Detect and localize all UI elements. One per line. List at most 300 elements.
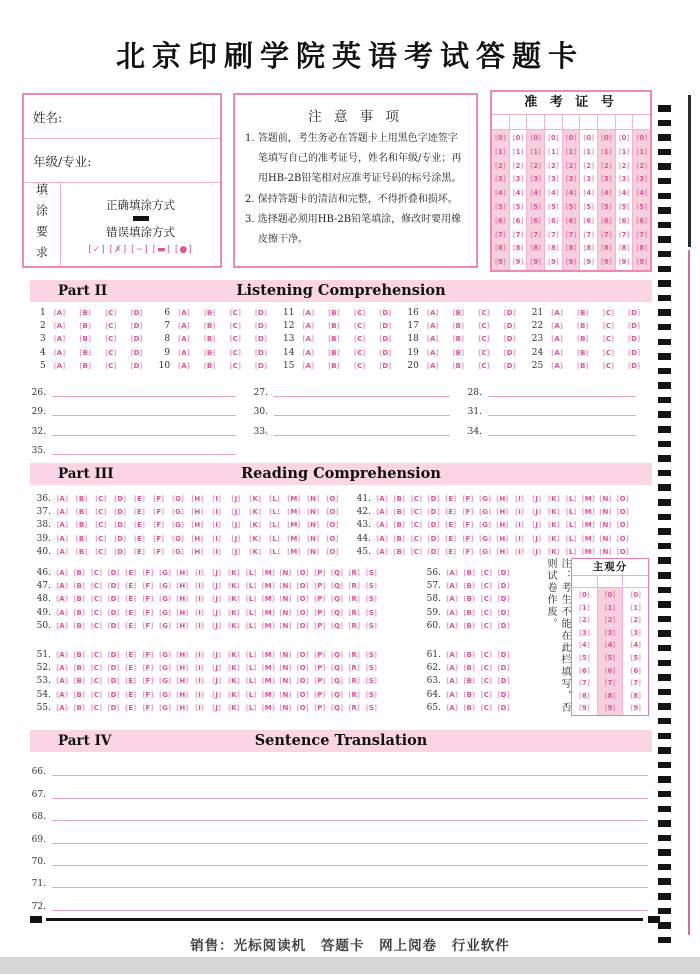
option-bubble-B[interactable]: [ B ] xyxy=(326,361,342,371)
option-bubble-B[interactable]: [ B ] xyxy=(72,621,86,631)
option-bubble-K[interactable]: [ K ] xyxy=(227,703,241,713)
option-bubble-D[interactable]: [ D ] xyxy=(497,594,511,604)
option-bubble-H[interactable]: [ H ] xyxy=(495,520,509,530)
option-bubble-N[interactable]: [ N ] xyxy=(278,608,292,618)
digit-bubble-9[interactable]: [ 9 ] xyxy=(598,702,623,715)
digit-bubble-5[interactable]: [ 5 ] xyxy=(598,201,615,215)
option-bubble-I[interactable]: [ I ] xyxy=(193,676,207,686)
digit-bubble-9[interactable]: [ 9 ] xyxy=(492,256,509,270)
option-bubble-H[interactable]: [ H ] xyxy=(190,547,205,557)
digit-bubble-7[interactable]: [ 7 ] xyxy=(545,229,562,243)
digit-bubble-2[interactable]: [ 2 ] xyxy=(633,160,650,174)
option-bubble-D[interactable]: [ D ] xyxy=(107,568,121,578)
option-bubble-E[interactable]: [ E ] xyxy=(444,494,458,504)
option-bubble-N[interactable]: [ N ] xyxy=(278,690,292,700)
option-bubble-H[interactable]: [ H ] xyxy=(175,663,189,673)
option-bubble-J[interactable]: [ J ] xyxy=(530,507,544,517)
option-bubble-O[interactable]: [ O ] xyxy=(616,494,630,504)
option-bubble-I[interactable]: [ I ] xyxy=(209,520,224,530)
option-bubble-A[interactable]: [ A ] xyxy=(445,690,459,700)
option-bubble-R[interactable]: [ R ] xyxy=(347,621,361,631)
digit-bubble-4[interactable]: [ 4 ] xyxy=(616,187,633,201)
option-bubble-K[interactable]: [ K ] xyxy=(248,547,263,557)
option-bubble-G[interactable]: [ G ] xyxy=(158,581,172,591)
option-bubble-L[interactable]: [ L ] xyxy=(244,581,258,591)
option-bubble-E[interactable]: [ E ] xyxy=(124,690,138,700)
option-bubble-I[interactable]: [ I ] xyxy=(193,581,207,591)
option-bubble-I[interactable]: [ I ] xyxy=(193,703,207,713)
option-bubble-A[interactable]: [ A ] xyxy=(445,703,459,713)
option-bubble-E[interactable]: [ E ] xyxy=(124,568,138,578)
digit-bubble-3[interactable]: [ 3 ] xyxy=(598,627,623,640)
option-bubble-D[interactable]: [ D ] xyxy=(253,308,269,318)
option-bubble-B[interactable]: [ B ] xyxy=(72,676,86,686)
option-bubble-B[interactable]: [ B ] xyxy=(462,581,476,591)
option-bubble-B[interactable]: [ B ] xyxy=(72,581,86,591)
option-bubble-A[interactable]: [ A ] xyxy=(52,308,68,318)
option-bubble-J[interactable]: [ J ] xyxy=(210,663,224,673)
option-bubble-H[interactable]: [ H ] xyxy=(175,703,189,713)
digit-bubble-4[interactable]: [ 4 ] xyxy=(510,187,527,201)
option-bubble-D[interactable]: [ D ] xyxy=(377,321,393,331)
option-bubble-C[interactable]: [ C ] xyxy=(476,308,492,318)
option-bubble-F[interactable]: [ F ] xyxy=(151,547,166,557)
option-bubble-A[interactable]: [ A ] xyxy=(549,321,565,331)
digit-bubble-7[interactable]: [ 7 ] xyxy=(623,677,648,690)
option-bubble-G[interactable]: [ G ] xyxy=(158,650,172,660)
digit-bubble-9[interactable]: [ 9 ] xyxy=(563,256,580,270)
answer-line[interactable] xyxy=(52,386,236,397)
option-bubble-F[interactable]: [ F ] xyxy=(141,608,155,618)
option-bubble-C[interactable]: [ C ] xyxy=(601,361,617,371)
option-bubble-O[interactable]: [ O ] xyxy=(325,547,340,557)
option-bubble-N[interactable]: [ N ] xyxy=(278,676,292,686)
option-bubble-K[interactable]: [ K ] xyxy=(227,594,241,604)
digit-bubble-0[interactable]: [ 0 ] xyxy=(510,132,527,146)
option-bubble-C[interactable]: [ C ] xyxy=(89,568,103,578)
digit-bubble-3[interactable]: [ 3 ] xyxy=(616,173,633,187)
option-bubble-R[interactable]: [ R ] xyxy=(347,568,361,578)
option-bubble-A[interactable]: [ A ] xyxy=(445,621,459,631)
option-bubble-Q[interactable]: [ Q ] xyxy=(330,690,344,700)
digit-bubble-5[interactable]: [ 5 ] xyxy=(598,652,623,665)
option-bubble-D[interactable]: [ D ] xyxy=(497,703,511,713)
digit-bubble-7[interactable]: [ 7 ] xyxy=(598,229,615,243)
option-bubble-D[interactable]: [ D ] xyxy=(626,334,642,344)
digit-bubble-3[interactable]: [ 3 ] xyxy=(623,627,648,640)
option-bubble-D[interactable]: [ D ] xyxy=(113,534,128,544)
answer-line[interactable] xyxy=(488,425,636,436)
option-bubble-B[interactable]: [ B ] xyxy=(462,621,476,631)
option-bubble-D[interactable]: [ D ] xyxy=(626,321,642,331)
option-bubble-L[interactable]: [ L ] xyxy=(244,594,258,604)
option-bubble-J[interactable]: [ J ] xyxy=(229,534,244,544)
digit-bubble-7[interactable]: [ 7 ] xyxy=(527,229,544,243)
option-bubble-S[interactable]: [ S ] xyxy=(364,650,378,660)
option-bubble-N[interactable]: [ N ] xyxy=(278,703,292,713)
option-bubble-L[interactable]: [ L ] xyxy=(244,621,258,631)
option-bubble-I[interactable]: [ I ] xyxy=(193,650,207,660)
option-bubble-S[interactable]: [ S ] xyxy=(364,676,378,686)
digit-bubble-7[interactable]: [ 7 ] xyxy=(580,229,597,243)
option-bubble-B[interactable]: [ B ] xyxy=(202,334,218,344)
digit-bubble-9[interactable]: [ 9 ] xyxy=(580,256,597,270)
option-bubble-D[interactable]: [ D ] xyxy=(113,520,128,530)
option-bubble-B[interactable]: [ B ] xyxy=(575,361,591,371)
option-bubble-O[interactable]: [ O ] xyxy=(616,534,630,544)
option-bubble-G[interactable]: [ G ] xyxy=(158,663,172,673)
digit-bubble-8[interactable]: [ 8 ] xyxy=(563,242,580,256)
option-bubble-L[interactable]: [ L ] xyxy=(244,568,258,578)
option-bubble-J[interactable]: [ J ] xyxy=(210,594,224,604)
option-bubble-E[interactable]: [ E ] xyxy=(124,608,138,618)
score-write-cell[interactable] xyxy=(572,576,597,588)
option-bubble-K[interactable]: [ K ] xyxy=(227,621,241,631)
option-bubble-B[interactable]: [ B ] xyxy=(451,308,467,318)
option-bubble-B[interactable]: [ B ] xyxy=(326,334,342,344)
option-bubble-G[interactable]: [ G ] xyxy=(478,534,492,544)
option-bubble-L[interactable]: [ L ] xyxy=(564,507,578,517)
option-bubble-Q[interactable]: [ Q ] xyxy=(330,663,344,673)
option-bubble-D[interactable]: [ D ] xyxy=(427,507,441,517)
answer-line[interactable] xyxy=(52,788,648,799)
digit-bubble-9[interactable]: [ 9 ] xyxy=(572,702,597,715)
option-bubble-B[interactable]: [ B ] xyxy=(74,534,89,544)
option-bubble-K[interactable]: [ K ] xyxy=(227,650,241,660)
option-bubble-I[interactable]: [ I ] xyxy=(193,608,207,618)
option-bubble-K[interactable]: [ K ] xyxy=(227,690,241,700)
option-bubble-F[interactable]: [ F ] xyxy=(141,676,155,686)
option-bubble-B[interactable]: [ B ] xyxy=(392,534,406,544)
option-bubble-S[interactable]: [ S ] xyxy=(364,581,378,591)
option-bubble-J[interactable]: [ J ] xyxy=(530,494,544,504)
option-bubble-L[interactable]: [ L ] xyxy=(244,703,258,713)
option-bubble-D[interactable]: [ D ] xyxy=(497,690,511,700)
option-bubble-D[interactable]: [ D ] xyxy=(427,520,441,530)
option-bubble-C[interactable]: [ C ] xyxy=(476,361,492,371)
digit-bubble-0[interactable]: [ 0 ] xyxy=(563,132,580,146)
digit-bubble-6[interactable]: [ 6 ] xyxy=(616,215,633,229)
option-bubble-K[interactable]: [ K ] xyxy=(248,520,263,530)
option-bubble-B[interactable]: [ B ] xyxy=(326,321,342,331)
option-bubble-A[interactable]: [ A ] xyxy=(300,308,316,318)
option-bubble-B[interactable]: [ B ] xyxy=(451,348,467,358)
option-bubble-A[interactable]: [ A ] xyxy=(375,494,389,504)
option-bubble-A[interactable]: [ A ] xyxy=(176,334,192,344)
digit-write-cell[interactable] xyxy=(633,115,650,130)
digit-bubble-0[interactable]: [ 0 ] xyxy=(545,132,562,146)
option-bubble-A[interactable]: [ A ] xyxy=(176,348,192,358)
option-bubble-M[interactable]: [ M ] xyxy=(581,534,595,544)
option-bubble-D[interactable]: [ D ] xyxy=(626,361,642,371)
option-bubble-A[interactable]: [ A ] xyxy=(375,534,389,544)
option-bubble-A[interactable]: [ A ] xyxy=(52,348,68,358)
option-bubble-J[interactable]: [ J ] xyxy=(210,650,224,660)
option-bubble-C[interactable]: [ C ] xyxy=(409,507,423,517)
option-bubble-A[interactable]: [ A ] xyxy=(375,520,389,530)
option-bubble-A[interactable]: [ A ] xyxy=(445,676,459,686)
digit-bubble-4[interactable]: [ 4 ] xyxy=(580,187,597,201)
option-bubble-F[interactable]: [ F ] xyxy=(141,594,155,604)
option-bubble-F[interactable]: [ F ] xyxy=(141,690,155,700)
digit-bubble-1[interactable]: [ 1 ] xyxy=(527,146,544,160)
option-bubble-M[interactable]: [ M ] xyxy=(261,608,275,618)
digit-bubble-8[interactable]: [ 8 ] xyxy=(510,242,527,256)
option-bubble-R[interactable]: [ R ] xyxy=(347,594,361,604)
option-bubble-J[interactable]: [ J ] xyxy=(530,547,544,557)
option-bubble-H[interactable]: [ H ] xyxy=(495,534,509,544)
digit-bubble-7[interactable]: [ 7 ] xyxy=(633,229,650,243)
option-bubble-A[interactable]: [ A ] xyxy=(445,581,459,591)
option-bubble-L[interactable]: [ L ] xyxy=(564,534,578,544)
option-bubble-A[interactable]: [ A ] xyxy=(55,507,70,517)
option-bubble-E[interactable]: [ E ] xyxy=(124,650,138,660)
digit-bubble-3[interactable]: [ 3 ] xyxy=(563,173,580,187)
option-bubble-G[interactable]: [ G ] xyxy=(158,568,172,578)
option-bubble-B[interactable]: [ B ] xyxy=(462,703,476,713)
option-bubble-M[interactable]: [ M ] xyxy=(287,534,302,544)
option-bubble-B[interactable]: [ B ] xyxy=(202,321,218,331)
option-bubble-L[interactable]: [ L ] xyxy=(244,690,258,700)
option-bubble-F[interactable]: [ F ] xyxy=(141,650,155,660)
option-bubble-N[interactable]: [ N ] xyxy=(278,594,292,604)
option-bubble-C[interactable]: [ C ] xyxy=(409,520,423,530)
option-bubble-M[interactable]: [ M ] xyxy=(287,507,302,517)
option-bubble-C[interactable]: [ C ] xyxy=(94,547,109,557)
option-bubble-D[interactable]: [ D ] xyxy=(626,348,642,358)
option-bubble-C[interactable]: [ C ] xyxy=(352,361,368,371)
option-bubble-E[interactable]: [ E ] xyxy=(124,676,138,686)
digit-bubble-5[interactable]: [ 5 ] xyxy=(527,201,544,215)
digit-write-cell[interactable] xyxy=(580,115,597,130)
answer-line[interactable] xyxy=(274,386,450,397)
digit-bubble-0[interactable]: [ 0 ] xyxy=(580,132,597,146)
option-bubble-C[interactable]: [ C ] xyxy=(476,321,492,331)
option-bubble-M[interactable]: [ M ] xyxy=(287,547,302,557)
option-bubble-D[interactable]: [ D ] xyxy=(497,608,511,618)
option-bubble-A[interactable]: [ A ] xyxy=(55,690,69,700)
option-bubble-D[interactable]: [ D ] xyxy=(497,650,511,660)
option-bubble-K[interactable]: [ K ] xyxy=(547,534,561,544)
digit-bubble-5[interactable]: [ 5 ] xyxy=(572,652,597,665)
option-bubble-I[interactable]: [ I ] xyxy=(513,494,527,504)
option-bubble-C[interactable]: [ C ] xyxy=(476,334,492,344)
option-bubble-Q[interactable]: [ Q ] xyxy=(330,608,344,618)
digit-bubble-5[interactable]: [ 5 ] xyxy=(616,201,633,215)
option-bubble-C[interactable]: [ C ] xyxy=(89,581,103,591)
option-bubble-D[interactable]: [ D ] xyxy=(113,494,128,504)
digit-bubble-3[interactable]: [ 3 ] xyxy=(572,627,597,640)
answer-line[interactable] xyxy=(274,405,450,416)
option-bubble-F[interactable]: [ F ] xyxy=(461,494,475,504)
option-bubble-O[interactable]: [ O ] xyxy=(296,608,310,618)
option-bubble-B[interactable]: [ B ] xyxy=(74,520,89,530)
digit-bubble-8[interactable]: [ 8 ] xyxy=(580,242,597,256)
digit-bubble-3[interactable]: [ 3 ] xyxy=(510,173,527,187)
option-bubble-A[interactable]: [ A ] xyxy=(55,581,69,591)
option-bubble-A[interactable]: [ A ] xyxy=(300,361,316,371)
digit-bubble-9[interactable]: [ 9 ] xyxy=(545,256,562,270)
answer-line[interactable] xyxy=(52,877,648,888)
option-bubble-F[interactable]: [ F ] xyxy=(461,507,475,517)
option-bubble-C[interactable]: [ C ] xyxy=(227,348,243,358)
option-bubble-A[interactable]: [ A ] xyxy=(55,568,69,578)
digit-bubble-1[interactable]: [ 1 ] xyxy=(598,146,615,160)
option-bubble-B[interactable]: [ B ] xyxy=(575,348,591,358)
option-bubble-H[interactable]: [ H ] xyxy=(175,621,189,631)
option-bubble-G[interactable]: [ G ] xyxy=(171,547,186,557)
option-bubble-M[interactable]: [ M ] xyxy=(581,547,595,557)
digit-bubble-1[interactable]: [ 1 ] xyxy=(572,602,597,615)
digit-bubble-1[interactable]: [ 1 ] xyxy=(623,602,648,615)
option-bubble-M[interactable]: [ M ] xyxy=(261,690,275,700)
option-bubble-C[interactable]: [ C ] xyxy=(227,361,243,371)
digit-bubble-4[interactable]: [ 4 ] xyxy=(598,187,615,201)
option-bubble-H[interactable]: [ H ] xyxy=(175,650,189,660)
option-bubble-C[interactable]: [ C ] xyxy=(89,650,103,660)
digit-bubble-7[interactable]: [ 7 ] xyxy=(572,677,597,690)
digit-bubble-8[interactable]: [ 8 ] xyxy=(527,242,544,256)
option-bubble-B[interactable]: [ B ] xyxy=(392,547,406,557)
option-bubble-N[interactable]: [ N ] xyxy=(306,507,321,517)
digit-write-cell[interactable] xyxy=(616,115,633,130)
option-bubble-D[interactable]: [ D ] xyxy=(253,348,269,358)
option-bubble-B[interactable]: [ B ] xyxy=(72,608,86,618)
digit-bubble-4[interactable]: [ 4 ] xyxy=(545,187,562,201)
option-bubble-N[interactable]: [ N ] xyxy=(306,547,321,557)
option-bubble-R[interactable]: [ R ] xyxy=(347,650,361,660)
option-bubble-O[interactable]: [ O ] xyxy=(296,581,310,591)
digit-bubble-6[interactable]: [ 6 ] xyxy=(623,665,648,678)
option-bubble-B[interactable]: [ B ] xyxy=(72,594,86,604)
option-bubble-D[interactable]: [ D ] xyxy=(377,348,393,358)
option-bubble-K[interactable]: [ K ] xyxy=(547,547,561,557)
option-bubble-O[interactable]: [ O ] xyxy=(296,690,310,700)
option-bubble-P[interactable]: [ P ] xyxy=(313,663,327,673)
option-bubble-O[interactable]: [ O ] xyxy=(296,703,310,713)
digit-bubble-7[interactable]: [ 7 ] xyxy=(598,677,623,690)
digit-bubble-9[interactable]: [ 9 ] xyxy=(510,256,527,270)
option-bubble-Q[interactable]: [ Q ] xyxy=(330,581,344,591)
option-bubble-R[interactable]: [ R ] xyxy=(347,581,361,591)
option-bubble-G[interactable]: [ G ] xyxy=(171,520,186,530)
option-bubble-G[interactable]: [ G ] xyxy=(171,507,186,517)
option-bubble-C[interactable]: [ C ] xyxy=(601,321,617,331)
option-bubble-J[interactable]: [ J ] xyxy=(229,520,244,530)
option-bubble-B[interactable]: [ B ] xyxy=(462,608,476,618)
digit-bubble-3[interactable]: [ 3 ] xyxy=(580,173,597,187)
option-bubble-F[interactable]: [ F ] xyxy=(461,534,475,544)
option-bubble-B[interactable]: [ B ] xyxy=(326,308,342,318)
option-bubble-A[interactable]: [ A ] xyxy=(55,663,69,673)
option-bubble-L[interactable]: [ L ] xyxy=(267,507,282,517)
option-bubble-J[interactable]: [ J ] xyxy=(530,534,544,544)
option-bubble-B[interactable]: [ B ] xyxy=(575,308,591,318)
option-bubble-C[interactable]: [ C ] xyxy=(89,676,103,686)
option-bubble-D[interactable]: [ D ] xyxy=(129,361,145,371)
option-bubble-K[interactable]: [ K ] xyxy=(248,534,263,544)
option-bubble-E[interactable]: [ E ] xyxy=(124,594,138,604)
option-bubble-M[interactable]: [ M ] xyxy=(261,650,275,660)
option-bubble-C[interactable]: [ C ] xyxy=(479,581,493,591)
digit-bubble-5[interactable]: [ 5 ] xyxy=(510,201,527,215)
option-bubble-B[interactable]: [ B ] xyxy=(77,348,93,358)
option-bubble-B[interactable]: [ B ] xyxy=(202,348,218,358)
option-bubble-J[interactable]: [ J ] xyxy=(210,581,224,591)
option-bubble-N[interactable]: [ N ] xyxy=(598,494,612,504)
option-bubble-D[interactable]: [ D ] xyxy=(113,547,128,557)
digit-bubble-4[interactable]: [ 4 ] xyxy=(492,187,509,201)
digit-bubble-0[interactable]: [ 0 ] xyxy=(572,589,597,602)
digit-bubble-9[interactable]: [ 9 ] xyxy=(527,256,544,270)
digit-bubble-2[interactable]: [ 2 ] xyxy=(545,160,562,174)
option-bubble-J[interactable]: [ J ] xyxy=(229,494,244,504)
option-bubble-D[interactable]: [ D ] xyxy=(427,494,441,504)
digit-bubble-4[interactable]: [ 4 ] xyxy=(563,187,580,201)
option-bubble-M[interactable]: [ M ] xyxy=(581,520,595,530)
option-bubble-D[interactable]: [ D ] xyxy=(427,547,441,557)
option-bubble-F[interactable]: [ F ] xyxy=(141,581,155,591)
option-bubble-C[interactable]: [ C ] xyxy=(103,361,119,371)
option-bubble-O[interactable]: [ O ] xyxy=(325,520,340,530)
digit-bubble-8[interactable]: [ 8 ] xyxy=(598,242,615,256)
option-bubble-F[interactable]: [ F ] xyxy=(141,703,155,713)
option-bubble-B[interactable]: [ B ] xyxy=(202,308,218,318)
option-bubble-B[interactable]: [ B ] xyxy=(72,650,86,660)
option-bubble-A[interactable]: [ A ] xyxy=(52,321,68,331)
option-bubble-L[interactable]: [ L ] xyxy=(564,520,578,530)
option-bubble-D[interactable]: [ D ] xyxy=(502,334,518,344)
option-bubble-I[interactable]: [ I ] xyxy=(193,594,207,604)
digit-bubble-6[interactable]: [ 6 ] xyxy=(545,215,562,229)
digit-bubble-3[interactable]: [ 3 ] xyxy=(527,173,544,187)
option-bubble-M[interactable]: [ M ] xyxy=(261,676,275,686)
option-bubble-B[interactable]: [ B ] xyxy=(451,321,467,331)
option-bubble-I[interactable]: [ I ] xyxy=(193,568,207,578)
option-bubble-D[interactable]: [ D ] xyxy=(107,594,121,604)
option-bubble-D[interactable]: [ D ] xyxy=(427,534,441,544)
option-bubble-G[interactable]: [ G ] xyxy=(478,520,492,530)
option-bubble-Q[interactable]: [ Q ] xyxy=(330,594,344,604)
option-bubble-P[interactable]: [ P ] xyxy=(313,568,327,578)
option-bubble-L[interactable]: [ L ] xyxy=(564,547,578,557)
option-bubble-I[interactable]: [ I ] xyxy=(209,494,224,504)
option-bubble-D[interactable]: [ D ] xyxy=(502,321,518,331)
option-bubble-D[interactable]: [ D ] xyxy=(129,308,145,318)
option-bubble-K[interactable]: [ K ] xyxy=(227,581,241,591)
digit-bubble-2[interactable]: [ 2 ] xyxy=(623,614,648,627)
option-bubble-O[interactable]: [ O ] xyxy=(616,507,630,517)
option-bubble-D[interactable]: [ D ] xyxy=(502,361,518,371)
digit-bubble-8[interactable]: [ 8 ] xyxy=(633,242,650,256)
option-bubble-C[interactable]: [ C ] xyxy=(227,321,243,331)
option-bubble-A[interactable]: [ A ] xyxy=(445,594,459,604)
option-bubble-F[interactable]: [ F ] xyxy=(151,507,166,517)
option-bubble-C[interactable]: [ C ] xyxy=(94,507,109,517)
option-bubble-D[interactable]: [ D ] xyxy=(253,334,269,344)
option-bubble-F[interactable]: [ F ] xyxy=(141,568,155,578)
digit-bubble-0[interactable]: [ 0 ] xyxy=(616,132,633,146)
option-bubble-L[interactable]: [ L ] xyxy=(267,494,282,504)
option-bubble-M[interactable]: [ M ] xyxy=(261,621,275,631)
option-bubble-E[interactable]: [ E ] xyxy=(444,520,458,530)
digit-bubble-5[interactable]: [ 5 ] xyxy=(633,201,650,215)
option-bubble-N[interactable]: [ N ] xyxy=(598,534,612,544)
digit-bubble-5[interactable]: [ 5 ] xyxy=(580,201,597,215)
option-bubble-I[interactable]: [ I ] xyxy=(209,534,224,544)
option-bubble-D[interactable]: [ D ] xyxy=(377,361,393,371)
option-bubble-A[interactable]: [ A ] xyxy=(445,650,459,660)
